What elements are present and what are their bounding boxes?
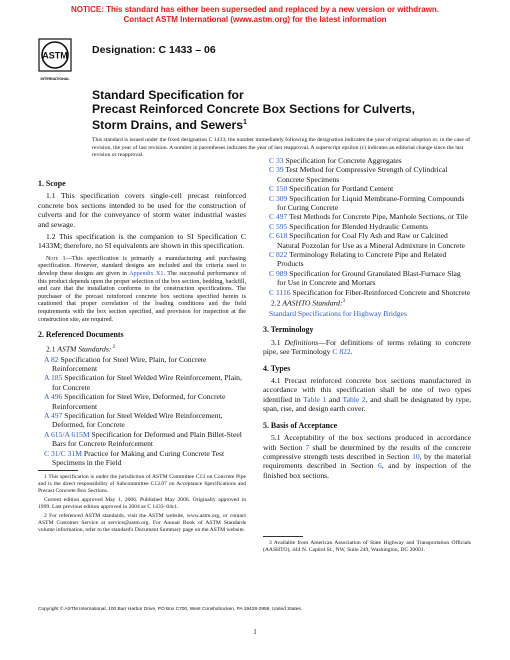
reference-item <box>263 288 471 297</box>
left-reference-list <box>38 355 246 468</box>
page-number: 1 <box>253 628 257 636</box>
title-line-1: Standard Specification for <box>92 88 244 102</box>
copyright-line: Copyright © ASTM International, 100 Barr Harbor Drive, PO Box C700, West Conshohocken, PA 19428-2959, United States. <box>38 607 303 612</box>
section-10-link[interactable]: 10 <box>412 451 420 461</box>
reference-code-link[interactable]: C 31/C 31M <box>44 448 82 458</box>
section-5-heading: 5. Basis of Acceptance <box>263 420 338 430</box>
reference-item <box>263 250 471 269</box>
reference-code-link[interactable]: C 989 <box>269 268 288 278</box>
reference-item <box>38 373 246 392</box>
paragraph-4-1: 4.1 Precast reinforced concrete box sections manufactured in accordance with this specification shall be one of two types identified in Table 1 and Table 2, and shall be designated by type, span, rise, and design earth cover. <box>263 376 471 414</box>
paragraph-5-1: 5.1 Acceptability of the box sections produced in accordance with Section 7 shall be determined by the results of the concrete compressive strength tests described in Section 10, by the material requirements described in Section 6, and by inspection of the finished box sections. <box>263 433 472 480</box>
reference-code-link[interactable]: C 150 <box>269 184 288 194</box>
paragraph-1-2: 1.2 This specification is the companion to SI Specification C 1433M; therefore, no SI equivalents are shown in this specification. <box>38 232 246 251</box>
reference-code-link[interactable]: C 497 <box>269 212 288 222</box>
designation: Designation: C 1433 – 06 <box>92 44 216 56</box>
reference-title: Specification for Blended Hydraulic Cements <box>287 221 429 231</box>
reference-item <box>38 411 246 430</box>
notice-line-2: Contact ASTM International (www.astm.org) for the latest information <box>123 15 387 24</box>
reference-code-link[interactable]: C 595 <box>269 221 288 231</box>
reference-item <box>263 156 471 165</box>
note-1: Note 1—This specification is primarily a manufacturing and purchasing specification. However, standard designs are included and the criteria used to develop these designs are given in Appendix X1. The successful performance of this product depends upon the proper selection of the box section, bedding, backfill, and care that the installation conforms to the construction specifications. The purchaser of the precast reinforced concrete box sections specified herein is cautioned that proper correlation of the loading conditions and the field requirements with the box section specified, and provision for inspection at the construction site, are required. <box>38 254 246 323</box>
reference-item <box>263 231 471 250</box>
section-4-heading: 4. Types <box>263 363 291 373</box>
title-line-3: Storm Drains, and Sewers$^1$ <box>92 118 247 133</box>
reference-code-link[interactable]: C 33 <box>269 156 284 165</box>
title-line-2: Precast Reinforced Concrete Box Sections for Culverts, <box>92 102 416 116</box>
reference-title: Test Methods for Concrete Pipe, Manhole Sections, or Tile <box>287 212 468 222</box>
reference-item <box>38 430 246 449</box>
reference-item <box>263 269 471 288</box>
c822-link[interactable]: C 822 <box>332 347 351 357</box>
footnote-rule <box>38 470 78 471</box>
appendix-x1-link[interactable]: Appendix X1 <box>129 270 164 278</box>
reference-title: Specification for Steel Welded Wire Reinforcement, Deformed, for Concrete <box>52 410 223 430</box>
reference-title: Test Method for Compressive Strength of Cylindrical Concrete Specimens <box>277 165 448 184</box>
reference-item <box>263 212 471 221</box>
reference-code-link[interactable]: A 82 <box>44 354 59 364</box>
reference-title: Specification for Steel Wire, Plain, for Concrete Reinforcement <box>52 354 207 373</box>
logo-text: ASTM <box>42 50 68 61</box>
reference-title: Terminology Relating to Concrete Pipe and Related Products <box>277 250 447 269</box>
section-3-heading: 3. Terminology <box>263 325 314 335</box>
footnote-2: 2 For referenced ASTM standards, visit the ASTM website, www.astm.org, or contact ASTM Customer Service at service@astm.org. For Annual Book of ASTM Standards volume information, refer to the standard's Document Summary page on the ASTM website. <box>38 513 246 533</box>
paragraph-2-1: 2.1 ASTM Standards: $^2$ <box>46 344 116 354</box>
reference-title: Specification for Ground Granulated Blast-Furnace Slag for Use in Concrete and Mortars <box>277 268 461 288</box>
reference-title: Specification for Portland Cement <box>287 184 394 194</box>
paragraph-2-2: 2.2 AASHTO Standard:$^3$ <box>271 298 346 308</box>
astm-logo <box>38 38 72 84</box>
reference-title: Specification for Coal Fly Ash and Raw or Calcined Natural Pozzolan for Use as a Mineral Admixture in Concrete <box>277 231 465 250</box>
right-column <box>263 156 471 483</box>
reference-code-link[interactable]: A 497 <box>44 410 63 420</box>
reference-code-link[interactable]: C 618 <box>269 231 288 241</box>
reference-code-link[interactable]: C 1116 <box>269 287 291 297</box>
title-footnote-mark: 1 <box>243 119 247 126</box>
paragraph-1-1: 1.1 This specification covers single-cell precast reinforced concrete box sections intended to be used for the construction of culverts and for the conveyance of storm water industrial wastes and sewage. <box>38 191 246 229</box>
notice-banner <box>0 5 510 25</box>
reference-title: Specification for Fiber-Reinforced Concrete and Shotcrete <box>290 287 471 297</box>
issuance-statement: This standard is issued under the fixed designation C 1433; the number immediately following the designation indicates the year of original adoption or, in the case of revision, the year of last revision. A number in parentheses indicates the year of last reapproval. A superscript epsilon (ε) indicates an editorial change since the last revision or reapproval. <box>92 137 471 159</box>
section-2-heading: 2. Referenced Documents <box>38 330 124 340</box>
reference-item <box>38 355 246 374</box>
footnote-1: 1 This specification is under the jurisdiction of ASTM Committee C13 on Concrete Pipe and is the direct responsibility of Subcommittee C13.07 on Acceptance Specifications and Precast Concrete Box Sections. <box>38 474 246 494</box>
reference-item <box>263 184 471 193</box>
table-2-link[interactable]: Table 2 <box>342 394 366 404</box>
notice-line-1: NOTICE: This standard has either been superseded and replaced by a new version or withdrawn. <box>70 5 440 14</box>
paragraph-3-1: 3.1 Definitions—For definitions of terms relating to concrete pipe, see Terminology C 822. <box>263 337 472 357</box>
reference-title: Specification for Concrete Aggregates <box>283 156 402 165</box>
reference-item <box>38 392 246 411</box>
reference-item <box>38 449 246 468</box>
footnote-3: 3 Available from American Association of State Highway and Transportation Officials (AASHTO), 444 N. Capitol St., NW, Suite 249, Washington, DC 20001. <box>263 540 471 553</box>
section-6-link[interactable]: 6 <box>377 461 382 471</box>
reference-code-link[interactable]: C 39 <box>269 165 284 175</box>
reference-code-link[interactable]: A 496 <box>44 392 63 402</box>
left-footnotes <box>38 470 246 536</box>
footnote-rule <box>263 536 303 537</box>
section-1-heading: 1. Scope <box>38 179 66 188</box>
reference-title: Specification for Liquid Membrane-Forming Compounds for Curing Concrete <box>277 193 465 213</box>
aashto-bridges-link[interactable]: Standard Specifications for Highway Bridges <box>269 309 407 319</box>
reference-code-link[interactable]: C 309 <box>269 193 288 203</box>
logo-subtext: INTERNATIONAL <box>40 77 70 81</box>
reference-code-link[interactable]: C 822 <box>269 250 288 260</box>
right-footnotes <box>263 536 471 556</box>
reference-title: Specification for Steel Welded Wire Reinforcement, Plain, for Concrete <box>52 373 242 392</box>
reference-code-link[interactable]: A 615/A 615M <box>44 429 90 439</box>
left-column <box>38 172 246 467</box>
reference-item <box>263 194 471 213</box>
table-1-link[interactable]: Table 1 <box>303 394 327 404</box>
reference-item <box>263 165 471 184</box>
reference-code-link[interactable]: A 185 <box>44 373 63 383</box>
document-title <box>92 88 472 132</box>
right-reference-list <box>263 156 471 297</box>
section-7-link[interactable]: 7 <box>305 442 310 452</box>
reference-title: Specification for Deformed and Plain Billet-Steel Bars for Concrete Reinforcement <box>52 429 242 449</box>
footnote-1-edition: Current edition approved May 1, 2006. Published May 2006. Originally approved in 1999. Last previous edition approved in 2004 as C 1433–04ε1. <box>38 497 246 510</box>
reference-title: Specification for Steel Wire, Deformed, for Concrete Reinforcement <box>52 392 226 411</box>
reference-title: Practice for Making and Curing Concrete Test Specimens in the Field <box>52 448 225 467</box>
reference-item <box>263 222 471 231</box>
